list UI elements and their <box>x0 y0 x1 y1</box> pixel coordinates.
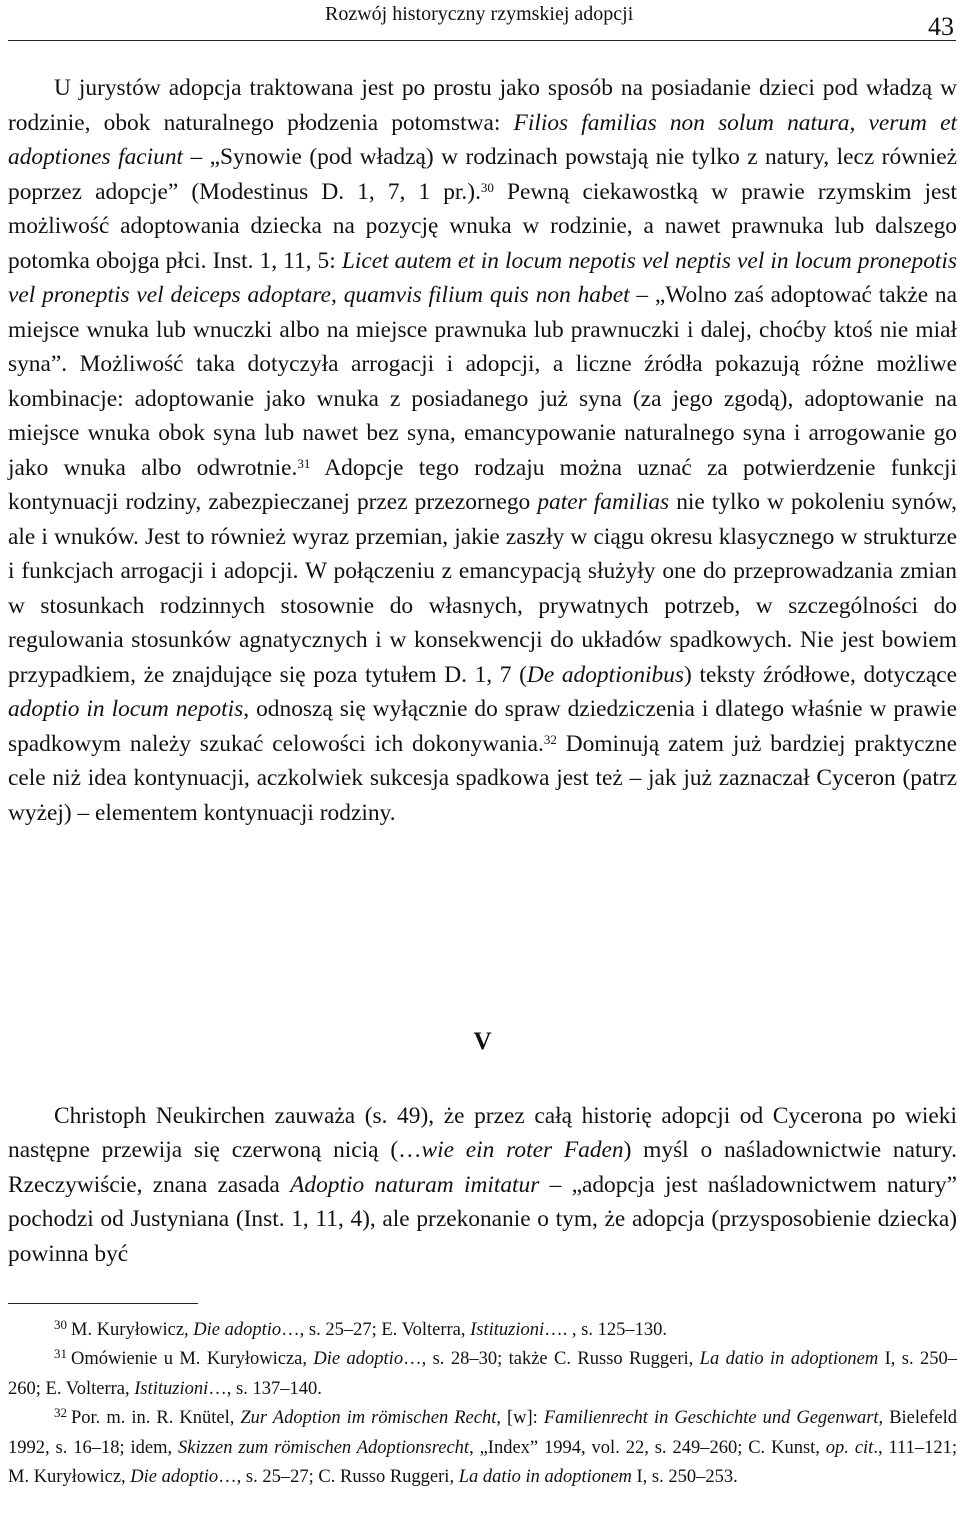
main-text <box>8 71 957 830</box>
text-run: …, s. 25–27; E. Volterra, <box>281 1320 471 1340</box>
footnote-separator <box>8 1303 198 1304</box>
text-run: Pewną ciekawostką w prawie rzymskim jest możliwość adoptowania dziecka na pozycję wnuka w rodzinie, a nawet prawnuka lub dalszego potomka obojga płci. Inst. 1, 11, 5: <box>8 178 957 274</box>
footnote-31 <box>8 1345 957 1404</box>
book-title: La datio in adoptionem <box>458 1467 632 1488</box>
footnote-30 <box>8 1316 957 1345</box>
footnote-ref: 30 <box>480 179 494 195</box>
text-run: , „Index” 1994, vol. 22, s. 249–260; C. Kunst, <box>469 1437 826 1458</box>
footnotes <box>8 1316 957 1492</box>
text-run: , odnoszą się wyłącznie do spraw dziedziczenia i dlatego właśnie w prawie spadkowym należy szukać celowości ich dokonywania. <box>8 696 957 757</box>
book-title: Familienrecht in Geschichte und Gegenwart <box>543 1408 879 1429</box>
latin-quote: Licet autem et in locum nepotis vel neptis vel in locum pronepotis vel proneptis vel deiceps adoptare, quamvis filium quis non habet <box>8 247 957 308</box>
footnote-number: 31 <box>54 1345 67 1361</box>
text-run: …, s. 25–27; C. Russo Ruggeri, <box>218 1467 459 1488</box>
german-phrase: wie ein roter Faden <box>421 1137 624 1164</box>
footnote-number: 30 <box>54 1316 67 1332</box>
section-heading: V <box>473 1028 492 1055</box>
text-run: Por. m. in. R. Knütel, <box>71 1408 241 1429</box>
book-title: Die adoptio <box>313 1349 404 1370</box>
text-run: …, s. 137–140. <box>208 1378 322 1399</box>
text-run: , Bielefeld 1992, s. 16–18; idem, <box>8 1408 957 1458</box>
page-number: 43 <box>928 12 954 41</box>
footnote-ref: 32 <box>543 731 557 747</box>
text-run: ) myśl o naśladownictwie natury. Rzeczywiście, znana zasada <box>8 1137 958 1198</box>
latin-quote: Filios familias non solum natura, verum et adoptiones faciunt <box>8 109 957 170</box>
latin-maxim: Adoptio naturam imitatur <box>290 1171 540 1198</box>
text-run: Adopcje tego rodzaju można uznać za potwierdzenie funkcji kontynuacji rodziny, zabezpieczanej przez przezornego <box>8 454 958 515</box>
book-title: Istituzioni <box>470 1320 545 1340</box>
citation-abbrev: op. cit <box>825 1437 874 1458</box>
text-run: …. , s. 125–130. <box>544 1320 667 1340</box>
footnote-32 <box>8 1404 957 1492</box>
latin-term: pater familias <box>537 489 670 515</box>
text-run: …, s. 28–30; także C. Russo Ruggeri, <box>403 1349 700 1370</box>
text-run: – „adopcja jest naśladownictwem natury” pochodzi od Justyniana (Inst. 1, 11, 4), ale przekonanie o tym, że adopcja (przysposobienie dziecka) powinna być <box>8 1171 957 1267</box>
book-title: Die adoptio <box>130 1467 219 1488</box>
text-run: I, s. 250–260; E. Volterra, <box>8 1349 957 1399</box>
book-title: Istituzioni <box>134 1378 209 1399</box>
page-header <box>8 0 956 41</box>
article-title: Zur Adoption im römischen Recht <box>240 1408 497 1429</box>
text-run: nie tylko w pokoleniu synów, ale i wnuków. Jest to również wyraz przemian, jakie zaszły w ciągu okresu klasycznego w strukturze i funkcjach arrogacji i adopcji. W połączeniu z emancypacją służyły one do przeprowadzania zmian w stosunkach rodzinnych stosownie do własnych, prywatnych potrzeb, w szczególności do regulowania stosunków agnatycznych i w konsekwencji do układów spadkowych. Nie jest bowiem przypadkiem, że znajdujące się poza tytułem D. 1, 7 ( <box>8 489 958 688</box>
paragraph <box>8 71 957 830</box>
article-title: Skizzen zum römischen Adoptionsrecht <box>178 1437 470 1458</box>
book-title: La datio in adoptionem <box>699 1349 879 1370</box>
footnote-number: 32 <box>54 1404 67 1420</box>
book-title: Die adoptio <box>193 1320 282 1340</box>
text-run: I, s. 250–253. <box>631 1467 738 1488</box>
text-run: U jurystów adopcja traktowana jest po prostu jako sposób na posiadanie dzieci pod władzą w rodzinie, obok naturalnego płodzenia potomstwa: <box>8 75 957 136</box>
text-run: Christoph Neukirchen zauważa (s. 49), że przez całą historię adopcji od Cycerona po wieki następne przewija się czerwoną nicią (… <box>8 1103 957 1164</box>
text-run: M. Kuryłowicz, <box>71 1320 194 1340</box>
text-run: Dominują zatem już bardziej praktyczne cele niż idea kontynuacji, aczkolwiek sukcesja spadkowa jest też – jak już zaznaczał Cyceron (patrz wyżej) – elementem kontynuacji rodziny. <box>8 730 957 826</box>
section-text <box>8 1099 957 1271</box>
text-run: ., 111–121; M. Kuryłowicz, <box>8 1437 957 1488</box>
running-title: Rozwój historyczny rzymskiej adopcji <box>325 3 634 25</box>
latin-term: adoptio in locum nepotis <box>8 696 244 722</box>
footnote-ref: 31 <box>297 455 311 471</box>
text-run: – „Synowie (pod władzą) w rodzinach powstają nie tylko z natury, lecz również poprzez adopcje” (Modestinus D. 1, 7, 1 pr.). <box>8 144 957 205</box>
text-run: ) teksty źródłowe, dotyczące <box>684 661 957 688</box>
text-run: Omówienie u M. Kuryłowicza, <box>71 1349 314 1370</box>
text-run: , [w]: <box>496 1408 544 1429</box>
paragraph <box>8 1099 957 1271</box>
title-reference: De adoptionibus <box>526 661 685 688</box>
text-run: – „Wolno zaś adoptować także na miejsce wnuka lub wnuczki albo na miejsce prawnuka lub prawnuczki i dalej, choćby ktoś nie miał syna”. Możliwość taka dotyczyła arrogacji i adopcji, a liczne źródła pokazują różne możliwe kombinacje: adoptowanie jako wnuka z posiadanego już syna (za jego zgodą), adoptowanie na miejsce wnuka obok syna lub nawet bez syna, emancypowanie naturalnego syna i arrogowanie go jako wnuka albo odwrotnie. <box>8 282 957 481</box>
